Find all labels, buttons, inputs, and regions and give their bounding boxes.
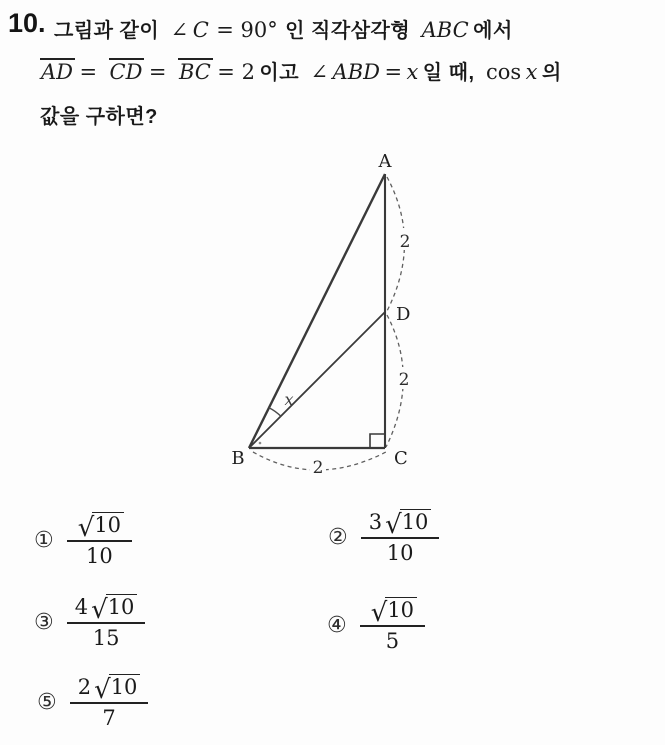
vertex-c-ref: C — [192, 18, 209, 42]
segment-cd-ref: CD — [109, 60, 143, 84]
segment-bc-ref: BC — [178, 60, 211, 84]
radicand: 10 — [109, 674, 141, 699]
statement-text: 의 — [541, 62, 562, 84]
statement-text: 일 때, — [422, 62, 475, 84]
variable-x: x — [525, 60, 538, 84]
statement-text: 이고 — [259, 62, 300, 84]
angle-x-label: x — [284, 390, 294, 409]
fraction-denominator: 7 — [70, 702, 149, 731]
radicand: 10 — [400, 509, 432, 534]
fraction-denominator: 15 — [67, 622, 146, 651]
choice-1[interactable] — [34, 512, 132, 569]
choice-4[interactable] — [327, 597, 425, 654]
angle-symbol: ∠ — [170, 18, 189, 42]
sqrt-icon: √ — [77, 513, 95, 543]
statement-text: 인 직각삼각형 — [285, 20, 411, 42]
cevian-bd — [249, 312, 385, 448]
angle-x-arc — [269, 408, 281, 417]
choice-1-marker: ① — [34, 527, 54, 553]
question-number: 10. — [8, 8, 46, 38]
fraction-numerator — [67, 512, 132, 543]
coefficient: 3 — [368, 510, 383, 534]
choice-1-fraction — [67, 512, 132, 569]
choice-4-marker: ④ — [327, 612, 347, 638]
sqrt-icon: √ — [91, 595, 108, 625]
segment-ad-ref: AD — [41, 60, 74, 84]
coefficient: 2 — [77, 675, 92, 699]
radicand: 10 — [385, 597, 417, 622]
choice-3[interactable] — [34, 594, 145, 651]
statement-line-1 — [54, 14, 513, 43]
statement-text: 그림과 같이 — [54, 20, 160, 42]
length-bc-label: 2 — [312, 458, 324, 478]
fraction-numerator — [67, 594, 146, 625]
equals-sign: = — [79, 60, 98, 84]
equals-sign: = — [384, 60, 403, 84]
angle-symbol: ∠ — [310, 60, 329, 84]
fraction-numerator — [70, 674, 149, 705]
fraction-numerator — [360, 597, 425, 628]
radicand: 10 — [106, 594, 138, 619]
right-angle-mark — [370, 434, 385, 448]
choice-3-fraction — [67, 594, 146, 651]
choice-5[interactable] — [37, 674, 148, 731]
cos-function: cos — [486, 60, 522, 84]
fraction-denominator: 5 — [360, 625, 425, 654]
vertex-a-label: A — [378, 151, 392, 172]
choice-5-fraction — [70, 674, 149, 731]
statement-line-2 — [40, 56, 562, 85]
choice-2[interactable] — [328, 509, 439, 566]
fraction-numerator — [361, 509, 440, 540]
angle-abd-ref: ABD — [332, 60, 380, 84]
sqrt-icon: √ — [94, 675, 111, 705]
triangle-figure-svg — [215, 146, 427, 486]
sqrt-icon: √ — [385, 510, 402, 540]
coefficient: 4 — [74, 595, 89, 619]
radicand: 10 — [92, 512, 124, 537]
equals-sign: = — [148, 60, 167, 84]
vertex-b-label: B — [231, 448, 245, 469]
triangle-name: ABC — [421, 18, 469, 42]
vertex-c-label: C — [394, 448, 408, 469]
choice-5-marker: ⑤ — [37, 689, 57, 715]
choice-2-fraction — [361, 509, 440, 566]
fraction-denominator: 10 — [67, 540, 132, 569]
choice-4-fraction — [360, 597, 425, 654]
fraction-denominator: 10 — [361, 537, 440, 566]
angle-dot — [259, 442, 262, 445]
vertex-d-label: D — [396, 304, 411, 325]
statement-line-3 — [40, 100, 158, 129]
sqrt-icon: √ — [370, 598, 388, 628]
statement-text: 에서 — [473, 20, 513, 42]
choice-3-marker: ③ — [34, 609, 54, 635]
triangle-figure — [215, 146, 427, 486]
statement-question: 값을 구하면? — [40, 106, 158, 128]
length-dc-label: 2 — [398, 370, 410, 390]
side-ab — [249, 174, 385, 448]
segment-length: = 2 — [217, 60, 255, 84]
choice-2-marker: ② — [328, 524, 348, 550]
length-ad-label: 2 — [399, 232, 411, 252]
variable-x: x — [406, 60, 419, 84]
right-angle-value: = 90° — [216, 18, 278, 42]
